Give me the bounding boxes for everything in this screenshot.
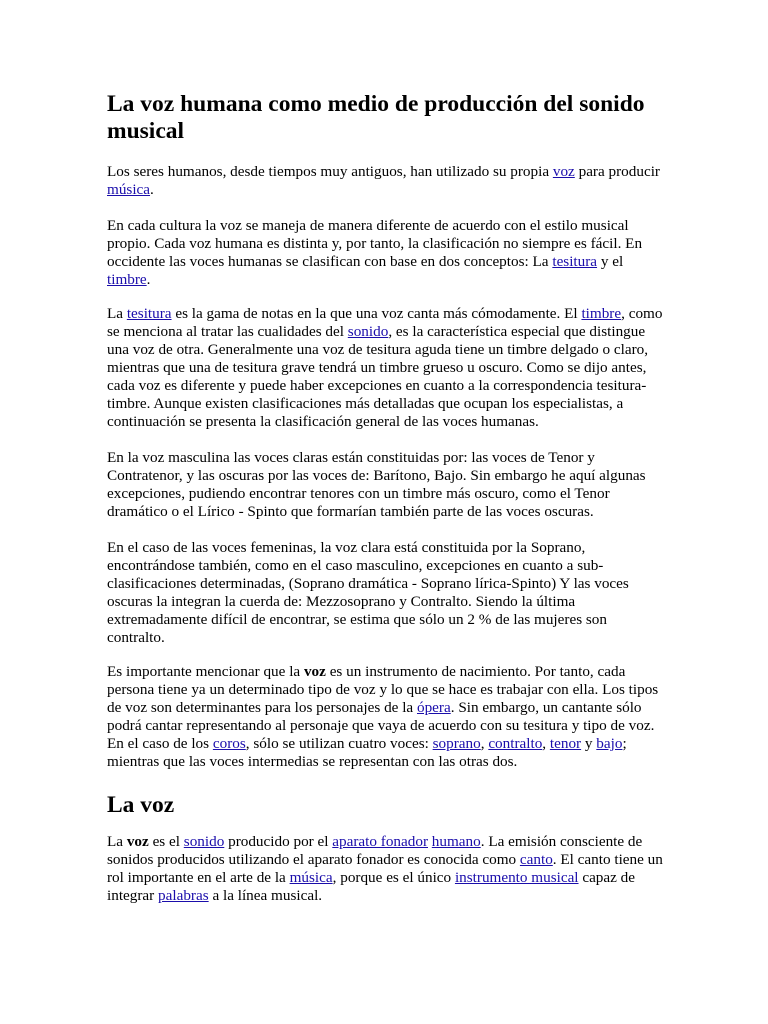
paragraph-voces-femeninas (107, 539, 667, 647)
link-aparato-fonador[interactable]: aparato fonador (332, 833, 428, 850)
bold-voz: voz (126, 833, 149, 850)
text: . (146, 271, 151, 288)
link-palabras[interactable]: palabras (158, 887, 209, 904)
text: , porque es el único (332, 869, 455, 886)
link-bajo[interactable]: bajo (596, 735, 623, 752)
text: . (150, 181, 154, 198)
text: , (480, 735, 489, 752)
text: capaz de integrar (107, 869, 636, 904)
text: , (542, 735, 550, 752)
text: La (107, 833, 127, 850)
link-timbre[interactable]: timbre (107, 271, 147, 288)
text: es el (148, 833, 184, 850)
text: Es importante mencionar que la (107, 663, 304, 680)
link-musica[interactable]: música (107, 181, 151, 198)
paragraph-cultura (107, 217, 667, 289)
link-contralto[interactable]: contralto (488, 735, 543, 752)
paragraph-instrumento (107, 663, 667, 771)
link-canto[interactable]: canto (519, 851, 553, 868)
text: a la línea musical. (208, 887, 323, 904)
page-title: La voz humana como medio de producción del sonido musical (107, 91, 645, 144)
text: Los seres humanos, desde tiempos muy antiguos, han utilizado su propia (107, 163, 553, 180)
link-musica[interactable]: música (289, 869, 333, 886)
text: En cada cultura la voz se maneja de manera diferente de acuerdo con el estilo musical propio. Cada voz humana es distinta y, por tanto, la clasificación no siempre es fácil. En occidente las voces humanas se clasifican con base en dos conceptos: La (107, 217, 643, 270)
paragraph-tesitura (107, 305, 667, 431)
link-timbre[interactable]: timbre (581, 305, 622, 322)
link-tesitura[interactable]: tesitura (126, 305, 172, 322)
text: . Sin embargo, un cantante sólo podrá cantar representando al personaje que vaya de acuerdo con su tesitura y tipo de voz. En el caso de los (107, 699, 655, 752)
text: para producir (574, 163, 660, 180)
link-tenor[interactable]: tenor (549, 735, 582, 752)
text: . El canto tiene un rol importante en el arte de la (107, 851, 663, 886)
text: y el (597, 253, 624, 270)
link-sonido[interactable]: sonido (347, 323, 389, 340)
text: , como se menciona al tratar las cualidades del (107, 305, 663, 340)
text: , sólo se utilizan cuatro voces: (245, 735, 433, 752)
text: es la gama de notas en la que una voz canta más cómodamente. El (171, 305, 582, 322)
link-sonido[interactable]: sonido (183, 833, 225, 850)
link-voz[interactable]: voz (552, 163, 575, 180)
text: En la voz masculina las voces claras están constituidas por: las voces de Tenor y Contratenor, y las oscuras por las voces de: Barítono, Bajo. Sin embargo he aquí algunas excepciones, pudiendo encontrar tenores con un timbre más oscuro, como el Tenor dramático o el Lírico - Spinto que formarían también parte de las voces oscuras. (107, 449, 646, 520)
text: es un instrumento de nacimiento. Por tanto, cada persona tiene ya un determinado tipo de voz y lo que se hace es trabajar con ella. Los tipos de voz son determinantes para los personajes de la (107, 663, 659, 716)
link-instrumento-musical[interactable]: instrumento musical (454, 869, 579, 886)
link-coros[interactable]: coros (212, 735, 246, 752)
text: En el caso de las voces femeninas, la voz clara está constituida por la Soprano, encontrándose también, como en el caso masculino, excepciones en cuanto a sub-clasificaciones determinadas, (Soprano dramática - Soprano lírica-Spinto) Y las voces oscuras la integran la cuerda de: Mezzosoprano y Contralto. Siendo la última extremadamente difícil de encontrar, se estima que sólo un 2 % de las mujeres son contralto. (107, 539, 629, 646)
bold-voz: voz (303, 663, 326, 680)
text: . La emisión consciente de sonidos producidos utilizando el aparato fonador es conocida como (107, 833, 643, 868)
link-soprano[interactable]: soprano (432, 735, 481, 752)
section-heading: La voz (107, 792, 175, 818)
text: producido por el (224, 833, 333, 850)
paragraph-la-voz (107, 833, 667, 905)
text: ; mientras que las voces intermedias se representan con las otras dos. (107, 735, 627, 770)
link-tesitura[interactable]: tesitura (552, 253, 598, 270)
text: , es la característica especial que distingue una voz de otra. Generalmente una voz de tesitura aguda tiene un timbre delgado o claro, mientras que una de tesitura grave tendrá un timbre grueso u oscuro. Como se dijo antes, cada voz es diferente y puede haber excepciones en cuanto a la correspondencia tesitura-timbre. Aunque existen clasificaciones más detalladas que ocupan los especialistas, a continuación se presenta la clasificación general de las voces humanas. (107, 323, 649, 430)
link-humano[interactable]: humano (431, 833, 481, 850)
link-opera[interactable]: ópera (416, 699, 451, 716)
text: y (581, 735, 597, 752)
paragraph-voz-masculina (107, 449, 667, 521)
paragraph-intro (107, 163, 667, 199)
text: La (107, 305, 127, 322)
